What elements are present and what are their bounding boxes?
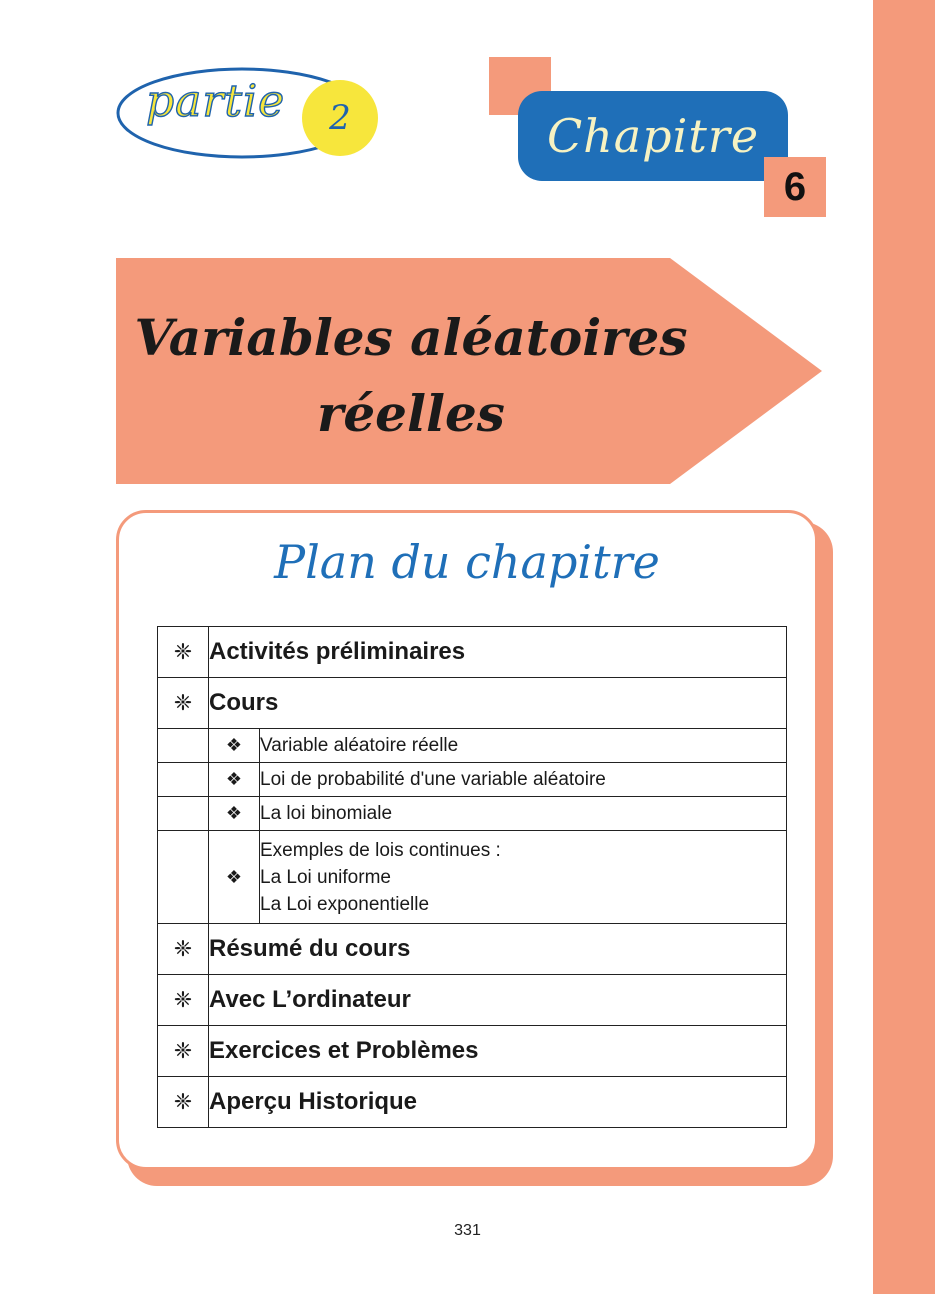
diamond-bullet-icon: ❖ [209,797,260,831]
chapitre-number: 6 [764,157,826,217]
bullet-icon: ❈ [158,1077,209,1128]
empty-cell [158,763,209,797]
chapter-title-line2: réelles [317,384,505,443]
plan-row [158,678,787,729]
empty-cell [158,831,209,924]
plan-row [158,1026,787,1077]
plan-subitem-line: Exemples de lois continues : [260,839,501,861]
bullet-icon: ❈ [158,1026,209,1077]
plan-subrow [158,831,787,924]
plan-table [157,626,787,1128]
chapter-title-banner [116,258,822,484]
partie-number: 2 [329,98,351,138]
bullet-icon: ❈ [158,924,209,975]
plan-subitem-label: La loi binomiale [260,797,787,831]
plan-item-label: Cours [209,678,787,729]
chapitre-label-box [518,91,788,181]
partie-word: partie [146,76,286,127]
plan-heading: Plan du chapitre [274,535,660,589]
plan-subrow [158,797,787,831]
plan-row [158,627,787,678]
plan-subitem-multiline [260,831,787,924]
plan-subrow [158,763,787,797]
plan-subitem-line: La Loi exponentielle [260,893,430,915]
empty-cell [158,729,209,763]
diamond-bullet-icon: ❖ [209,831,260,924]
bullet-icon: ❈ [158,678,209,729]
side-color-band [873,0,935,1294]
empty-cell [158,797,209,831]
plan-subitem-line: La Loi uniforme [260,866,391,888]
bullet-icon: ❈ [158,975,209,1026]
chapitre-label: Chapitre [546,109,760,163]
plan-subrow [158,729,787,763]
plan-item-label: Résumé du cours [209,924,787,975]
plan-item-label: Activités préliminaires [209,627,787,678]
chapter-title-line1: Variables aléatoires [134,308,688,367]
diamond-bullet-icon: ❖ [209,729,260,763]
plan-subitem-label: Loi de probabilité d'une variable aléatoire [260,763,787,797]
bullet-icon: ❈ [158,627,209,678]
plan-row [158,1077,787,1128]
plan-subitem-label: Variable aléatoire réelle [260,729,787,763]
plan-row [158,924,787,975]
chapter-title [116,300,706,452]
diamond-bullet-icon: ❖ [209,763,260,797]
plan-item-label: Avec L’ordinateur [209,975,787,1026]
partie-logo [112,58,392,168]
plan-row [158,975,787,1026]
plan-item-label: Aperçu Historique [209,1077,787,1128]
plan-item-label: Exercices et Problèmes [209,1026,787,1077]
page-number: 331 [454,1222,481,1239]
